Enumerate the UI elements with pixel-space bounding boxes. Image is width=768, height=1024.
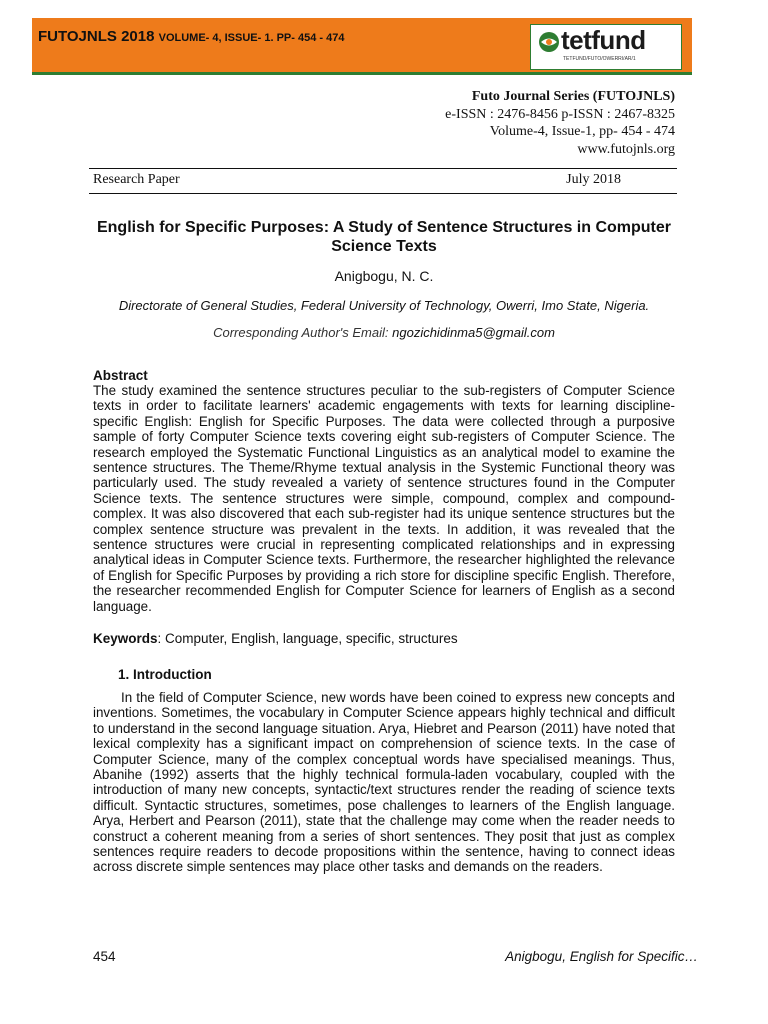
email-address: ngozichidinma5@gmail.com: [392, 325, 555, 340]
logo-wordmark: tetfund: [561, 25, 646, 55]
tetfund-globe-icon: [537, 29, 561, 57]
keywords-label: Keywords: [93, 631, 158, 646]
keywords-line: [93, 631, 458, 646]
journal-volume: Volume-4, Issue-1, pp- 454 - 474: [489, 124, 675, 139]
paper-author: Anigbogu, N. C.: [334, 268, 434, 284]
keywords-list: : Computer, English, language, specific, structures: [157, 631, 458, 646]
logo-subtext: TETFUND/FUTO/OWERRI/AR/1: [563, 56, 636, 62]
paper-date: July 2018: [566, 172, 621, 187]
paper-type: Research Paper: [93, 172, 180, 187]
journal-info-block: [445, 88, 675, 158]
author-affiliation: Directorate of General Studies, Federal University of Technology, Owerri, Imo State, Nigeria.: [118, 298, 650, 313]
abstract-text: The study examined the sentence structures peculiar to the sub-registers of Computer Science texts in order to facilitate learners' academic engagements with texts for learning discipline-specific English: English for Specific Purposes. The data were collected through a purposive sample of forty Computer Science texts covering eight sub-registers of Computer Science. The research employed the Systematic Functional Linguistics as an analytical model to examine the sentence structures. The Theme/Rhyme textual analysis in the Systemic Functional theory was particularly used. The study revealed a variety of sentence structures found in the Computer Science texts. The sentence structures were simple, compound, complex and compound-complex. It was also discovered that each sub-register had its unique sentence structures but the complex sentence structure was prevalent in the texts. In addition, it was revealed that the sentence structures were crucial in representing complicated relationships and in expressing analytical ideas in Computer Science texts. Furthermore, the researcher highlighted the relevance of English for Specific Purposes by providing a rich store for discipline specific English. Therefore, the researcher recommended English for Computer Science for learners of English as a second language.: [93, 383, 675, 614]
journal-series-title: Futo Journal Series (FUTOJNLS): [471, 89, 675, 104]
email-label: Corresponding Author's Email:: [213, 325, 389, 340]
page-number: 454: [93, 949, 116, 964]
introduction-text: In the field of Computer Science, new words have been coined to express new concepts and inventions. Sometimes, the vocabulary in Computer Science appears highly technical and difficult to understand in the second language situation. Arya, Hiebret and Pearson (2011) have noted that lexical complexity has a significant impact on comprehension of science texts. In the case of Computer Science, many of the complex conceptual words have specialised meanings. Thus, Abanihe (1992) asserts that the highly technical formula-laden vocabulary, coupled with the introduction of many new concepts, syntactic/text structures render the reading of science texts difficult. Syntactic structures, sometimes, pose challenges to learners of the English language. Arya, Herbert and Pearson (2011), state that the challenge may come when the reader needs to construct a coherent meaning from a series of short sentences. They posit that just as complex sentences require readers to decode propositions within the sentence, having to connect ideas across discrete simple sentences may place other tasks and demands on the readers.: [93, 690, 675, 875]
paper-type-bar: [89, 168, 677, 194]
journal-header-bar: [32, 18, 692, 75]
introduction-heading: 1. Introduction: [118, 667, 212, 682]
running-title: Anigbogu, English for Specific…: [505, 949, 698, 964]
corresponding-email: [90, 325, 678, 340]
header-volume-text: [38, 28, 344, 45]
header-volume-issue: VOLUME- 4, ISSUE- 1. PP- 454 - 474: [158, 32, 345, 44]
tetfund-logo: [530, 24, 682, 70]
journal-issn: e-ISSN : 2476-8456 p-ISSN : 2467-8325: [445, 106, 675, 122]
journal-website: www.futojnls.org: [577, 141, 675, 157]
abstract-heading: Abstract: [93, 368, 148, 383]
paper-title: English for Specific Purposes: A Study of Sentence Structures in Computer Science Texts: [96, 219, 671, 255]
header-journal-year: FUTOJNLS 2018: [38, 28, 155, 45]
